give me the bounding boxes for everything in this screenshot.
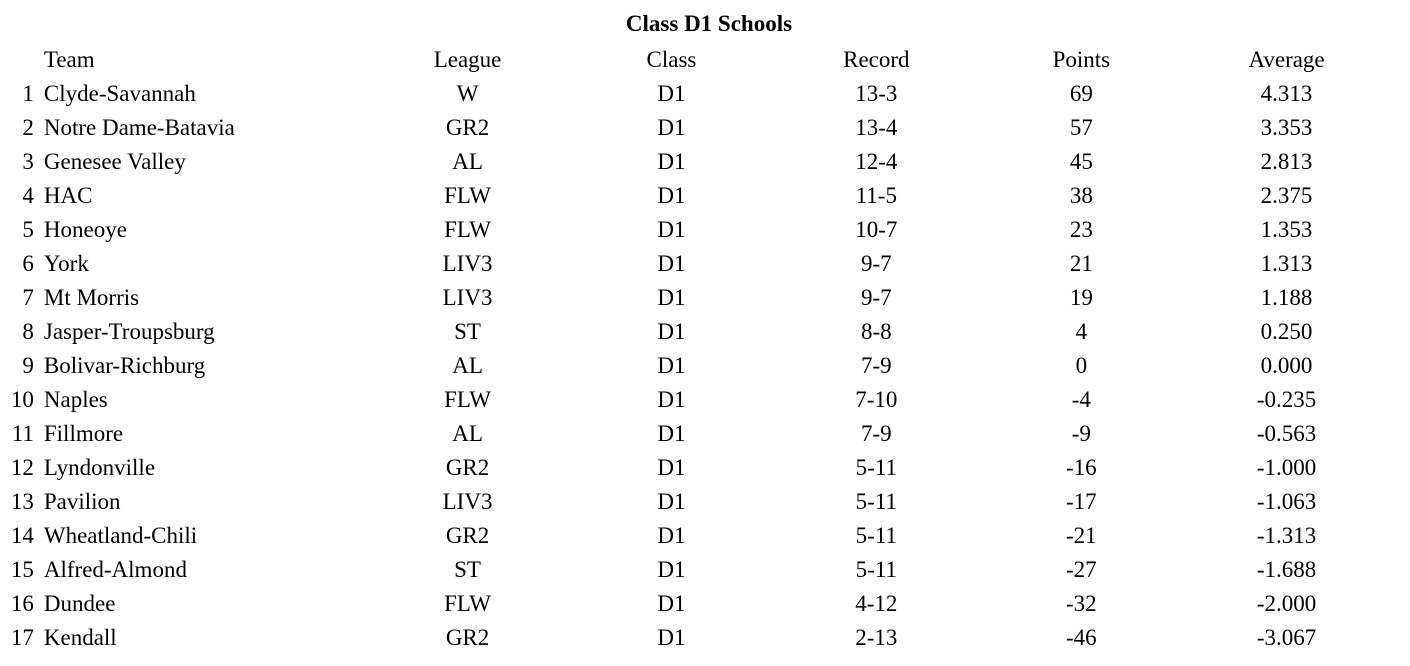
record-cell: 4-12	[855, 591, 898, 616]
rank-cell: 14	[10, 523, 34, 548]
league-cell: LIV3	[442, 489, 493, 514]
record-cell: 5-11	[855, 523, 897, 548]
rank-cell: 11	[11, 421, 34, 446]
league-cell: GR2	[445, 455, 490, 480]
record-cell: 12-4	[855, 149, 898, 174]
team-cell: Wheatland-Chili	[43, 523, 198, 548]
class-cell: D1	[657, 455, 686, 480]
record-cell: 10-7	[855, 217, 898, 242]
page-title: Class D1 Schools	[625, 11, 793, 36]
points-cell: 23	[1069, 217, 1093, 242]
class-cell: D1	[657, 387, 686, 412]
record-cell: 8-8	[860, 319, 892, 344]
rank-cell: 6	[22, 251, 34, 276]
points-cell: 19	[1069, 285, 1093, 310]
table-row	[8, 349, 1410, 383]
league-cell: FLW	[444, 591, 491, 616]
points-cell: 69	[1069, 81, 1093, 106]
points-cell: -16	[1065, 455, 1097, 480]
class-cell: D1	[657, 353, 686, 378]
points-cell: 57	[1069, 115, 1093, 140]
table-row	[8, 111, 1410, 145]
rank-cell: 5	[22, 217, 34, 242]
record-cell: 7-9	[860, 353, 892, 378]
rank-cell: 8	[22, 319, 34, 344]
team-cell: Alfred-Almond	[43, 557, 187, 582]
rank-cell: 15	[10, 557, 34, 582]
table-row	[8, 587, 1410, 621]
rank-cell: 17	[10, 625, 34, 650]
table-row	[8, 213, 1410, 247]
rank-cell: 2	[22, 115, 34, 140]
team-cell: Mt Morris	[43, 285, 140, 310]
class-cell: D1	[657, 251, 686, 276]
record-cell: 9-7	[860, 251, 892, 276]
table-row	[8, 383, 1410, 417]
league-cell: GR2	[445, 625, 490, 650]
average-cell: 3.353	[1260, 115, 1313, 140]
record-cell: 7-9	[860, 421, 892, 446]
class-cell: D1	[657, 285, 686, 310]
points-cell: -4	[1071, 387, 1091, 412]
class-cell: D1	[657, 319, 686, 344]
table-row	[8, 247, 1410, 281]
average-cell: 4.313	[1260, 81, 1313, 106]
average-cell: -1.688	[1256, 557, 1317, 582]
table-row	[8, 417, 1410, 451]
class-cell: D1	[657, 557, 686, 582]
league-cell: W	[456, 81, 479, 106]
average-cell: -1.313	[1256, 523, 1317, 548]
record-cell: 2-13	[855, 625, 898, 650]
points-cell: 38	[1069, 183, 1093, 208]
rank-cell: 13	[10, 489, 34, 514]
points-cell: -21	[1065, 523, 1097, 548]
team-cell: Dundee	[43, 591, 116, 616]
header-points: Points	[1052, 47, 1111, 72]
team-cell: Fillmore	[43, 421, 124, 446]
table-row	[8, 315, 1410, 349]
record-cell: 9-7	[860, 285, 892, 310]
league-cell: ST	[454, 319, 481, 344]
table-row	[8, 553, 1410, 587]
table-row	[8, 621, 1410, 655]
rank-cell: 4	[22, 183, 34, 208]
team-cell: Genesee Valley	[43, 149, 186, 174]
average-cell: 2.375	[1260, 183, 1313, 208]
record-cell: 7-10	[855, 387, 898, 412]
header-class: Class	[646, 47, 697, 72]
team-cell: HAC	[43, 183, 93, 208]
table-row	[8, 179, 1410, 213]
league-cell: AL	[452, 353, 483, 378]
average-cell: 1.313	[1260, 251, 1313, 276]
table-row	[8, 77, 1410, 111]
table-row	[8, 519, 1410, 553]
team-cell: Kendall	[43, 625, 117, 650]
rank-cell: 7	[22, 285, 34, 310]
record-cell: 5-11	[855, 557, 897, 582]
league-cell: LIV3	[442, 251, 493, 276]
rank-cell: 16	[10, 591, 34, 616]
league-cell: ST	[454, 557, 481, 582]
average-cell: -0.563	[1256, 421, 1317, 446]
class-cell: D1	[657, 115, 686, 140]
class-cell: D1	[657, 591, 686, 616]
average-cell: 0.250	[1260, 319, 1313, 344]
header-record: Record	[843, 47, 910, 72]
header-row	[8, 43, 1410, 77]
rank-cell: 9	[22, 353, 34, 378]
league-cell: FLW	[444, 183, 491, 208]
points-cell: 0	[1075, 353, 1088, 378]
league-cell: FLW	[444, 387, 491, 412]
average-cell: 0.000	[1260, 353, 1313, 378]
record-cell: 13-4	[855, 115, 898, 140]
header-average: Average	[1248, 47, 1325, 72]
class-cell: D1	[657, 183, 686, 208]
league-cell: FLW	[444, 217, 491, 242]
team-cell: Lyndonville	[43, 455, 156, 480]
league-cell: GR2	[445, 115, 490, 140]
average-cell: 1.353	[1260, 217, 1313, 242]
average-cell: 2.813	[1260, 149, 1313, 174]
team-cell: Pavilion	[43, 489, 121, 514]
points-cell: 21	[1069, 251, 1093, 276]
points-cell: 4	[1075, 319, 1088, 344]
average-cell: -2.000	[1256, 591, 1317, 616]
class-cell: D1	[657, 81, 686, 106]
team-cell: Notre Dame-Batavia	[43, 115, 235, 140]
team-cell: York	[43, 251, 89, 276]
table-row	[8, 451, 1410, 485]
rank-cell: 1	[22, 81, 34, 106]
league-cell: LIV3	[442, 285, 493, 310]
table-row	[8, 281, 1410, 315]
points-cell: -46	[1065, 625, 1097, 650]
points-cell: -32	[1065, 591, 1097, 616]
record-cell: 13-3	[855, 81, 898, 106]
rank-cell: 10	[10, 387, 34, 412]
team-cell: Honeoye	[43, 217, 127, 242]
class-cell: D1	[657, 625, 686, 650]
header-league: League	[433, 47, 502, 72]
average-cell: -3.067	[1256, 625, 1317, 650]
header-team: Team	[43, 47, 95, 72]
average-cell: 1.188	[1260, 285, 1313, 310]
class-cell: D1	[657, 523, 686, 548]
points-cell: 45	[1069, 149, 1093, 174]
average-cell: -1.000	[1256, 455, 1317, 480]
class-cell: D1	[657, 217, 686, 242]
record-cell: 11-5	[855, 183, 897, 208]
header-rank	[8, 43, 44, 77]
average-cell: -1.063	[1256, 489, 1317, 514]
points-cell: -17	[1065, 489, 1097, 514]
average-cell: -0.235	[1256, 387, 1317, 412]
rank-cell: 12	[10, 455, 34, 480]
standings-table	[8, 43, 1410, 655]
table-row	[8, 485, 1410, 519]
team-cell: Clyde-Savannah	[43, 81, 196, 106]
record-cell: 5-11	[855, 455, 897, 480]
league-cell: GR2	[445, 523, 490, 548]
league-cell: AL	[452, 149, 483, 174]
class-cell: D1	[657, 489, 686, 514]
table-row	[8, 145, 1410, 179]
record-cell: 5-11	[855, 489, 897, 514]
class-cell: D1	[657, 149, 686, 174]
team-cell: Naples	[43, 387, 108, 412]
points-cell: -9	[1071, 421, 1091, 446]
team-cell: Jasper-Troupsburg	[43, 319, 215, 344]
rank-cell: 3	[22, 149, 34, 174]
league-cell: AL	[452, 421, 483, 446]
class-cell: D1	[657, 421, 686, 446]
table-body	[8, 77, 1410, 655]
points-cell: -27	[1065, 557, 1097, 582]
team-cell: Bolivar-Richburg	[43, 353, 206, 378]
